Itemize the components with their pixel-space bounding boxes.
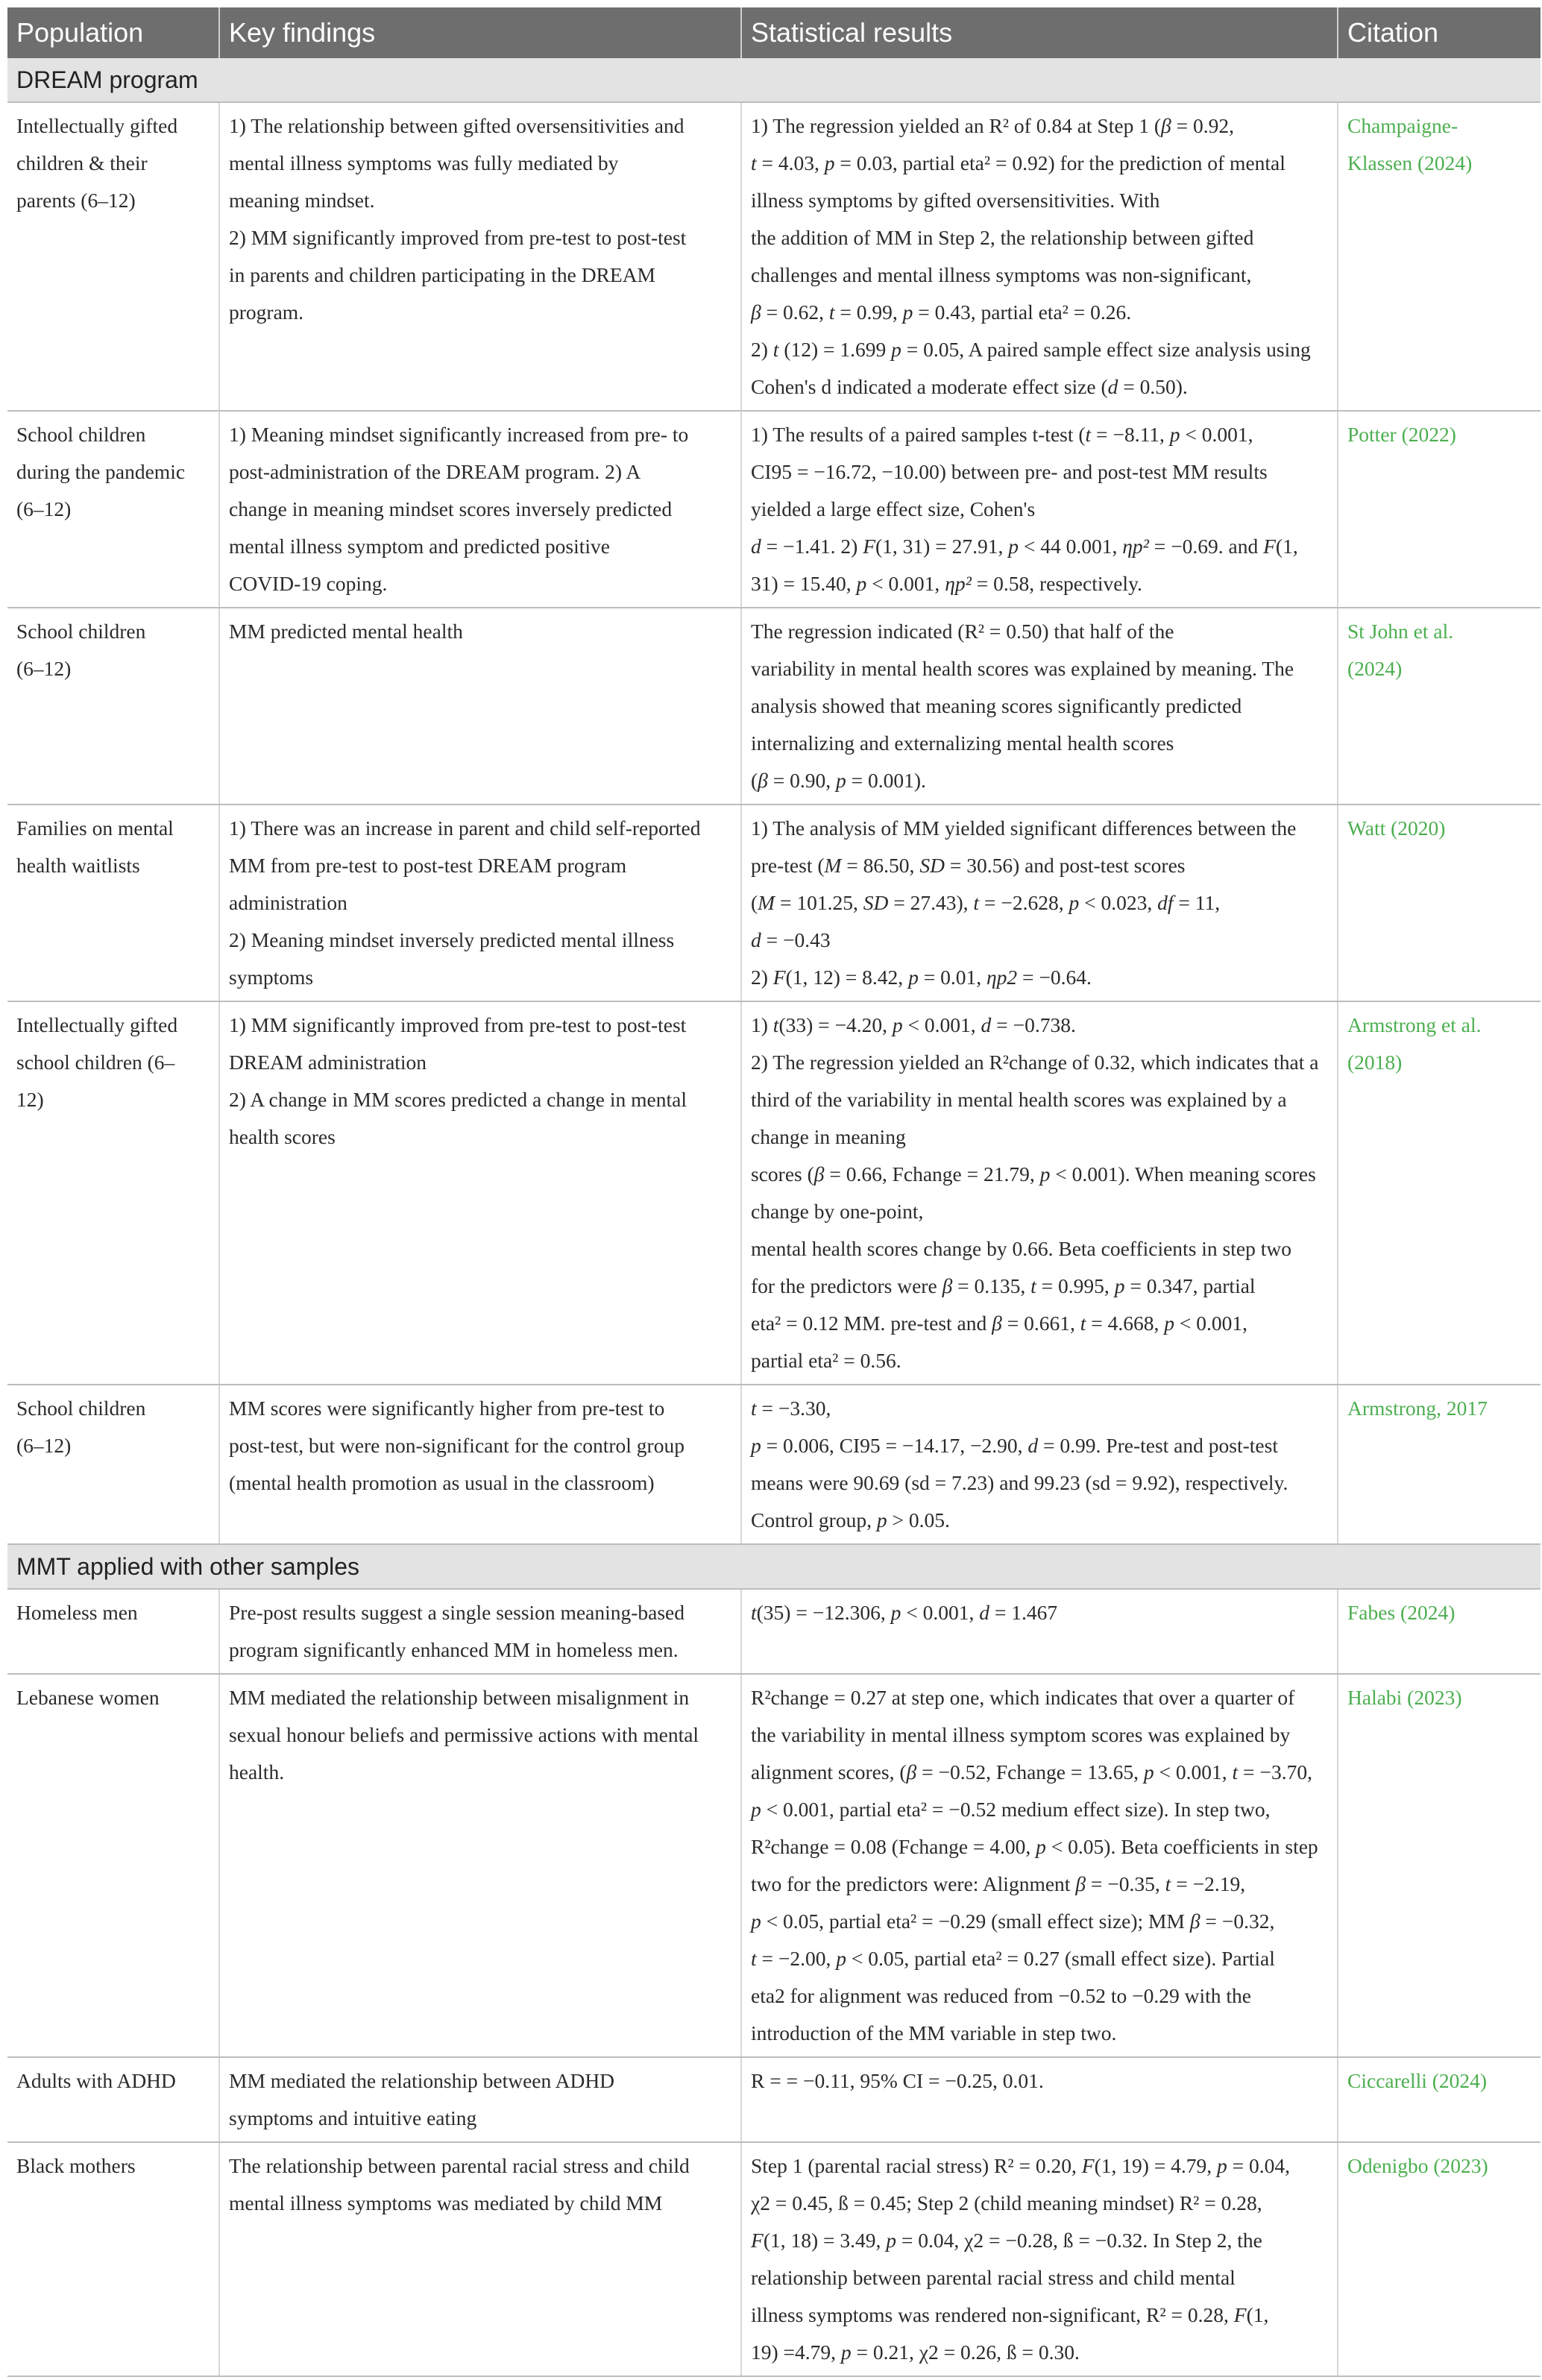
cell-line: yielded a large effect size, Cohen's [751, 497, 1036, 520]
cell-line: post-administration of the DREAM program. 2) A [229, 460, 641, 483]
table-row [7, 1674, 1541, 2057]
cell-line: COVID-19 coping. [229, 572, 388, 595]
cell-line: the addition of MM in Step 2, the relationship between gifted [751, 226, 1254, 249]
cell-line: 2) MM significantly improved from pre-test to post-test [229, 226, 687, 249]
population-cell [7, 102, 219, 411]
cell-line: scores (β = 0.66, Fchange = 21.79, p < 0.001). When meaning scores [751, 1162, 1316, 1186]
cell-line: meaning mindset. [229, 189, 375, 212]
key-findings-cell [219, 1385, 741, 1544]
cell-line: MM predicted mental health [229, 620, 463, 643]
cell-line: R²change = 0.08 (Fchange = 4.00, p < 0.05). Beta coefficients in step [751, 1835, 1318, 1858]
cell-line: challenges and mental illness symptoms was non-significant, [751, 263, 1252, 286]
cell-line: 1) The relationship between gifted oversensitivities and [229, 114, 685, 137]
cell-line: illness symptoms by gifted oversensitivities. With [751, 189, 1160, 212]
cell-line: for the predictors were β = 0.135, t = 0.995, p = 0.347, partial [751, 1274, 1256, 1297]
cell-line: Homeless men [16, 1601, 138, 1624]
cell-line: Families on mental [16, 816, 174, 840]
cell-line[interactable]: Armstrong et al. [1347, 1013, 1482, 1036]
cell-line[interactable]: St John et al. [1347, 620, 1454, 643]
cell-line: sexual honour beliefs and permissive actions with mental [229, 1723, 699, 1746]
cell-line: partial eta² = 0.56. [751, 1349, 901, 1372]
cell-line: change by one-point, [751, 1200, 924, 1223]
statistical-results-cell [741, 1589, 1338, 1674]
cell-line: eta² = 0.12 MM. pre-test and β = 0.661, t = 4.668, p < 0.001, [751, 1312, 1248, 1335]
citation-cell [1338, 1385, 1541, 1544]
cell-line: MM mediated the relationship between misalignment in [229, 1686, 690, 1709]
cell-line[interactable]: Ciccarelli (2024) [1347, 2069, 1488, 2092]
header-population: Population [7, 7, 219, 58]
cell-line: 2) F(1, 12) = 8.42, p = 0.01, ηp2 = −0.64. [751, 966, 1092, 989]
table-row [7, 2057, 1541, 2142]
cell-line: health. [229, 1760, 285, 1784]
cell-line: t = 4.03, p = 0.03, partial eta² = 0.92) for the prediction of mental [751, 151, 1285, 174]
cell-line: 19) =4.79, p = 0.21, χ2 = 0.26, ß = 0.30. [751, 2340, 1080, 2364]
section-row [7, 1544, 1541, 1589]
cell-line: symptoms and intuitive eating [229, 2106, 477, 2129]
cell-line: 1) The analysis of MM yielded significant differences between the [751, 816, 1297, 840]
population-cell [7, 1385, 219, 1544]
cell-line: 2) Meaning mindset inversely predicted mental illness [229, 928, 675, 951]
key-findings-cell [219, 2057, 741, 2142]
key-findings-cell [219, 1001, 741, 1385]
population-cell [7, 2057, 219, 2142]
key-findings-cell [219, 805, 741, 1001]
cell-line[interactable]: Watt (2020) [1347, 816, 1446, 840]
key-findings-cell [219, 2142, 741, 2376]
cell-line: third of the variability in mental health scores was explained by a [751, 1088, 1287, 1111]
cell-line: 1) The results of a paired samples t-test (t = −8.11, p < 0.001, [751, 423, 1253, 446]
citation-cell [1338, 1589, 1541, 1674]
cell-line: Pre-post results suggest a single session meaning-based [229, 1601, 685, 1624]
cell-line: t = −3.30, [751, 1397, 831, 1420]
statistical-results-cell [741, 2142, 1338, 2376]
table-body [7, 58, 1541, 2376]
cell-line: MM from pre-test to post-test DREAM program [229, 854, 627, 877]
statistical-results-cell [741, 805, 1338, 1001]
cell-line: program. [229, 300, 304, 324]
cell-line: p < 0.05, partial eta² = −0.29 (small effect size); MM β = −0.32, [751, 1910, 1275, 1933]
statistical-results-cell [741, 1674, 1338, 2057]
cell-line: R²change = 0.27 at step one, which indicates that over a quarter of [751, 1686, 1295, 1709]
cell-line: p < 0.001, partial eta² = −0.52 medium effect size). In step two, [751, 1798, 1271, 1821]
cell-line[interactable]: Potter (2022) [1347, 423, 1456, 446]
key-findings-cell [219, 1674, 741, 2057]
cell-line: d = −1.41. 2) F(1, 31) = 27.91, p < 44 0.001, ηp² = −0.69. and F(1, [751, 535, 1298, 558]
key-findings-cell [219, 1589, 741, 1674]
section-row [7, 58, 1541, 102]
statistical-results-cell [741, 1385, 1338, 1544]
findings-table [7, 7, 1541, 2377]
cell-line[interactable]: Armstrong, 2017 [1347, 1397, 1488, 1420]
cell-line: Adults with ADHD [16, 2069, 176, 2092]
statistical-results-cell [741, 102, 1338, 411]
statistical-results-cell [741, 411, 1338, 608]
cell-line: CI95 = −16.72, −10.00) between pre- and post-test MM results [751, 460, 1268, 483]
population-cell [7, 805, 219, 1001]
header-statistical-results: Statistical results [741, 7, 1338, 58]
population-cell [7, 1001, 219, 1385]
statistical-results-cell [741, 1001, 1338, 1385]
citation-cell [1338, 2057, 1541, 2142]
cell-line: 2) The regression yielded an R²change of 0.32, which indicates that a [751, 1051, 1319, 1074]
cell-line: mental illness symptom and predicted positive [229, 535, 610, 558]
cell-line: R = = −0.11, 95% CI = −0.25, 0.01. [751, 2069, 1044, 2092]
cell-line: Cohen's d indicated a moderate effect size (d = 0.50). [751, 375, 1188, 398]
cell-line: school children (6– [16, 1051, 175, 1074]
citation-cell [1338, 608, 1541, 805]
cell-line[interactable]: Odenigbo (2023) [1347, 2154, 1488, 2177]
cell-line[interactable]: Halabi (2023) [1347, 1686, 1462, 1709]
cell-line: the variability in mental illness symptom scores was explained by [751, 1723, 1291, 1746]
cell-line: 1) There was an increase in parent and child self-reported [229, 816, 701, 840]
cell-line: symptoms [229, 966, 314, 989]
table-row [7, 1001, 1541, 1385]
cell-line: (6–12) [16, 657, 72, 680]
cell-line: children & their [16, 151, 148, 174]
cell-line: alignment scores, (β = −0.52, Fchange = 13.65, p < 0.001, t = −3.70, [751, 1760, 1312, 1784]
cell-line: eta2 for alignment was reduced from −0.52 to −0.29 with the [751, 1984, 1251, 2007]
cell-line: introduction of the MM variable in step two. [751, 2021, 1117, 2044]
cell-line: 1) MM significantly improved from pre-test to post-test [229, 1013, 687, 1036]
header-key-findings: Key findings [219, 7, 741, 58]
statistical-results-cell [741, 608, 1338, 805]
cell-line: two for the predictors were: Alignment β = −0.35, t = −2.19, [751, 1872, 1246, 1895]
cell-line: 12) [16, 1088, 44, 1111]
cell-line: χ2 = 0.45, ß = 0.45; Step 2 (child meaning mindset) R² = 0.28, [751, 2191, 1262, 2214]
cell-line: administration [229, 891, 347, 914]
population-cell [7, 411, 219, 608]
table-row [7, 1385, 1541, 1544]
cell-line: analysis showed that meaning scores significantly predicted [751, 694, 1242, 717]
cell-line: mental illness symptoms was fully mediated by [229, 151, 619, 174]
cell-line: 2) A change in MM scores predicted a change in mental [229, 1088, 687, 1111]
cell-line: School children [16, 423, 146, 446]
key-findings-cell [219, 102, 741, 411]
cell-line: mental illness symptoms was mediated by child MM [229, 2191, 663, 2214]
cell-line: d = −0.43 [751, 928, 831, 951]
cell-line: health waitlists [16, 854, 140, 877]
cell-line: School children [16, 1397, 146, 1420]
table-row [7, 805, 1541, 1001]
citation-cell [1338, 805, 1541, 1001]
cell-line: Intellectually gifted [16, 114, 178, 137]
cell-line: t = −2.00, p < 0.05, partial eta² = 0.27 (small effect size). Partial [751, 1947, 1275, 1970]
table-row [7, 411, 1541, 608]
section-title: DREAM program [7, 58, 1541, 102]
citation-cell [1338, 411, 1541, 608]
cell-line: MM scores were significantly higher from pre-test to [229, 1397, 665, 1420]
cell-line: 1) Meaning mindset significantly increased from pre- to [229, 423, 689, 446]
cell-line: p = 0.006, CI95 = −14.17, −2.90, d = 0.99. Pre-test and post-test [751, 1434, 1278, 1457]
citation-cell [1338, 1674, 1541, 2057]
cell-line[interactable]: Champaigne- [1347, 114, 1458, 137]
cell-line: Intellectually gifted [16, 1013, 178, 1036]
cell-line: MM mediated the relationship between ADHD [229, 2069, 615, 2092]
cell-line: internalizing and externalizing mental health scores [751, 731, 1174, 755]
cell-line: parents (6–12) [16, 189, 136, 212]
cell-line: t(35) = −12.306, p < 0.001, d = 1.467 [751, 1601, 1058, 1624]
cell-line[interactable]: Klassen (2024) [1347, 151, 1473, 174]
cell-line: change in meaning mindset scores inversely predicted [229, 497, 673, 520]
cell-line: (M = 101.25, SD = 27.43), t = −2.628, p < 0.023, df = 11, [751, 891, 1221, 914]
cell-line: mental health scores change by 0.66. Beta coefficients in step two [751, 1237, 1291, 1260]
cell-line: 31) = 15.40, p < 0.001, ηp² = 0.58, respectively. [751, 572, 1142, 595]
cell-line: variability in mental health scores was explained by meaning. The [751, 657, 1294, 680]
cell-line: means were 90.69 (sd = 7.23) and 99.23 (sd = 9.92), respectively. [751, 1471, 1288, 1494]
population-cell [7, 2142, 219, 2376]
cell-line: (mental health promotion as usual in the classroom) [229, 1471, 655, 1494]
cell-line[interactable]: (2018) [1347, 1051, 1403, 1074]
citation-cell [1338, 2142, 1541, 2376]
cell-line: relationship between parental racial stress and child mental [751, 2266, 1236, 2289]
cell-line: during the pandemic [16, 460, 186, 483]
cell-line: change in meaning [751, 1125, 906, 1148]
cell-line: (β = 0.90, p = 0.001). [751, 769, 926, 792]
cell-line: School children [16, 620, 146, 643]
table-row [7, 608, 1541, 805]
table-header-row [7, 7, 1541, 58]
table-row [7, 1589, 1541, 1674]
population-cell [7, 608, 219, 805]
table-row [7, 102, 1541, 411]
cell-line[interactable]: (2024) [1347, 657, 1403, 680]
cell-line: Black mothers [16, 2154, 136, 2177]
cell-line: The relationship between parental racial stress and child [229, 2154, 690, 2177]
citation-cell [1338, 1001, 1541, 1385]
section-title: MMT applied with other samples [7, 1544, 1541, 1589]
citation-cell [1338, 102, 1541, 411]
table-row [7, 2142, 1541, 2376]
cell-line: illness symptoms was rendered non-significant, R² = 0.28, F(1, [751, 2303, 1269, 2326]
cell-line: Lebanese women [16, 1686, 160, 1709]
statistical-results-cell [741, 2057, 1338, 2142]
key-findings-cell [219, 411, 741, 608]
key-findings-cell [219, 608, 741, 805]
cell-line: in parents and children participating in the DREAM [229, 263, 656, 286]
cell-line: (6–12) [16, 497, 72, 520]
cell-line: program significantly enhanced MM in homeless men. [229, 1638, 679, 1661]
header-citation: Citation [1338, 7, 1541, 58]
cell-line[interactable]: Fabes (2024) [1347, 1601, 1456, 1624]
cell-line: DREAM administration [229, 1051, 427, 1074]
cell-line: β = 0.62, t = 0.99, p = 0.43, partial eta² = 0.26. [751, 300, 1132, 324]
cell-line: Control group, p > 0.05. [751, 1508, 950, 1531]
cell-line: post-test, but were non-significant for the control group [229, 1434, 685, 1457]
cell-line: Step 1 (parental racial stress) R² = 0.20, F(1, 19) = 4.79, p = 0.04, [751, 2154, 1291, 2177]
cell-line: (6–12) [16, 1434, 72, 1457]
cell-line: 1) The regression yielded an R² of 0.84 at Step 1 (β = 0.92, [751, 114, 1234, 137]
cell-line: 1) t(33) = −4.20, p < 0.001, d = −0.738. [751, 1013, 1076, 1036]
cell-line: pre-test (M = 86.50, SD = 30.56) and post-test scores [751, 854, 1186, 877]
cell-line: F(1, 18) = 3.49, p = 0.04, χ2 = −0.28, ß = −0.32. In Step 2, the [751, 2229, 1262, 2252]
population-cell [7, 1589, 219, 1674]
cell-line: health scores [229, 1125, 336, 1148]
cell-line: The regression indicated (R² = 0.50) that half of the [751, 620, 1174, 643]
population-cell [7, 1674, 219, 2057]
cell-line: 2) t (12) = 1.699 p = 0.05, A paired sample effect size analysis using [751, 338, 1311, 361]
